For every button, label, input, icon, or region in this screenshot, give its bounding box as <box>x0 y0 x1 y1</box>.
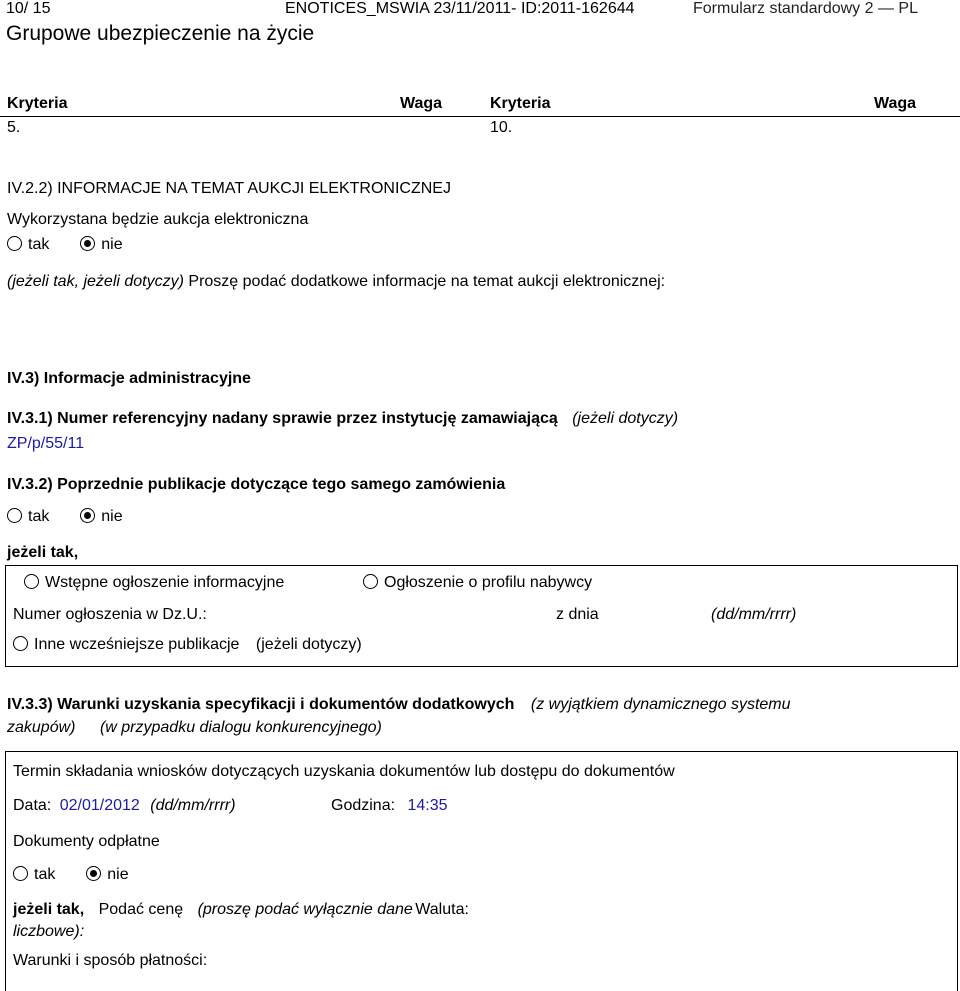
auction-yes-label: tak <box>28 236 50 253</box>
page-number: 10/ 15 <box>6 0 51 17</box>
prelim-notice-label: Wstępne ogłoszenie informacyjne <box>45 574 285 591</box>
price-italic-2: liczbowe): <box>13 923 85 940</box>
notice-date-label: z dnia <box>556 606 599 623</box>
paid-yes-label: tak <box>34 866 56 883</box>
deadline-time-value: 14:35 <box>407 797 448 814</box>
ref-heading: IV.3.1) Numer referencyjny nadany sprawie przez instytucję zamawiającą <box>7 410 558 427</box>
auction-question: Wykorzystana będzie aukcja elektroniczna <box>7 211 309 228</box>
auction-options <box>7 236 123 254</box>
auction-no-radio[interactable] <box>80 236 95 251</box>
specs-heading-line <box>7 696 791 714</box>
prev-yes-radio[interactable] <box>7 508 22 523</box>
auction-details-text: Proszę podać dodatkowe informacje na temat aukcji elektronicznej: <box>188 273 666 290</box>
deadline-date-label: Data: <box>13 797 52 814</box>
buyer-profile-option <box>363 574 592 592</box>
price-row <box>13 901 469 919</box>
prev-pubs-heading: IV.3.2) Poprzednie publikacje dotyczące tego samego zamówienia <box>7 476 506 493</box>
prev-if-yes: jeżeli tak, <box>7 544 79 561</box>
deadline-label: Termin składania wniosków dotyczących uzyskania dokumentów lub dostępu do dokumentów <box>13 763 675 780</box>
notice-number-label: Numer ogłoszenia w Dz.U.: <box>13 606 207 623</box>
specs-heading-italic-1: (z wyjątkiem dynamicznego systemu <box>530 696 791 713</box>
other-pubs-option <box>13 636 362 654</box>
deadline-time-label: Godzina: <box>331 797 396 814</box>
price-italic-1: (proszę podać wyłącznie dane <box>197 901 413 918</box>
specs-heading: IV.3.3) Warunki uzyskania specyfikacji i dokumentów dodatkowych <box>7 696 515 713</box>
buyer-profile-label: Ogłoszenie o profilu nabywcy <box>384 574 593 591</box>
deadline-date-row <box>13 797 236 815</box>
paid-yes-radio[interactable] <box>13 866 28 881</box>
prev-no-label: nie <box>101 508 123 525</box>
auction-heading: IV.2.2) INFORMACJE NA TEMAT AUKCJI ELEKTRONICZNEJ <box>7 180 451 197</box>
criteria-col2-label: Kryteria <box>490 95 551 112</box>
auction-details <box>7 273 665 291</box>
specs-heading-italic-2: zakupów) <box>7 719 76 736</box>
notice-date-format: (dd/mm/rrrr) <box>711 606 797 623</box>
paid-if-yes: jeżeli tak, <box>13 901 85 918</box>
criteria-col2-weight: Waga <box>874 95 917 112</box>
deadline-date-format: (dd/mm/rrrr) <box>150 797 236 814</box>
document-title: Grupowe ubezpieczenie na życie <box>6 22 315 45</box>
criteria-row1-number: 5. <box>7 119 21 136</box>
prelim-notice-option <box>24 574 284 592</box>
paid-docs-options <box>13 866 129 884</box>
other-pubs-radio[interactable] <box>13 636 28 651</box>
criteria-col1-weight: Waga <box>400 95 443 112</box>
criteria-col1-label: Kryteria <box>7 95 68 112</box>
prev-pubs-options <box>7 508 123 526</box>
other-pubs-label: Inne wcześniejsze publikacje <box>34 636 240 653</box>
ref-heading-line <box>7 410 678 428</box>
auction-details-italic: (jeżeli tak, jeżeli dotyczy) <box>7 273 184 290</box>
paid-no-label: nie <box>107 866 129 883</box>
notice-id: ENOTICES_MSWIA 23/11/2011- ID:2011-162644 <box>285 0 635 17</box>
buyer-profile-radio[interactable] <box>363 574 378 589</box>
prev-no-radio[interactable] <box>80 508 95 523</box>
ref-heading-italic: (jeżeli dotyczy) <box>572 410 679 427</box>
prelim-notice-radio[interactable] <box>24 574 39 589</box>
deadline-date-value: 02/01/2012 <box>59 797 140 814</box>
ref-number-value: ZP/p/55/11 <box>7 435 85 452</box>
auction-no-label: nie <box>101 236 123 253</box>
form-name: Formularz standardowy 2 — PL <box>693 0 918 17</box>
deadline-time-row <box>331 797 448 815</box>
admin-heading: IV.3) Informacje administracyjne <box>7 370 251 387</box>
paid-no-radio[interactable] <box>86 866 101 881</box>
criteria-row2-number: 10. <box>490 119 513 136</box>
criteria-header-rule <box>0 92 960 117</box>
specs-heading-italic-line2 <box>7 719 382 737</box>
currency-label: Waluta: <box>415 901 469 918</box>
payment-terms-label: Warunki i sposób płatności: <box>13 952 208 969</box>
auction-yes-radio[interactable] <box>7 236 22 251</box>
other-pubs-italic: (jeżeli dotyczy) <box>255 636 362 653</box>
specs-heading-italic-3: (w przypadku dialogu konkurencyjnego) <box>99 719 382 736</box>
paid-docs-label: Dokumenty odpłatne <box>13 833 160 850</box>
price-label: Podać cenę <box>98 901 184 918</box>
prev-yes-label: tak <box>28 508 50 525</box>
